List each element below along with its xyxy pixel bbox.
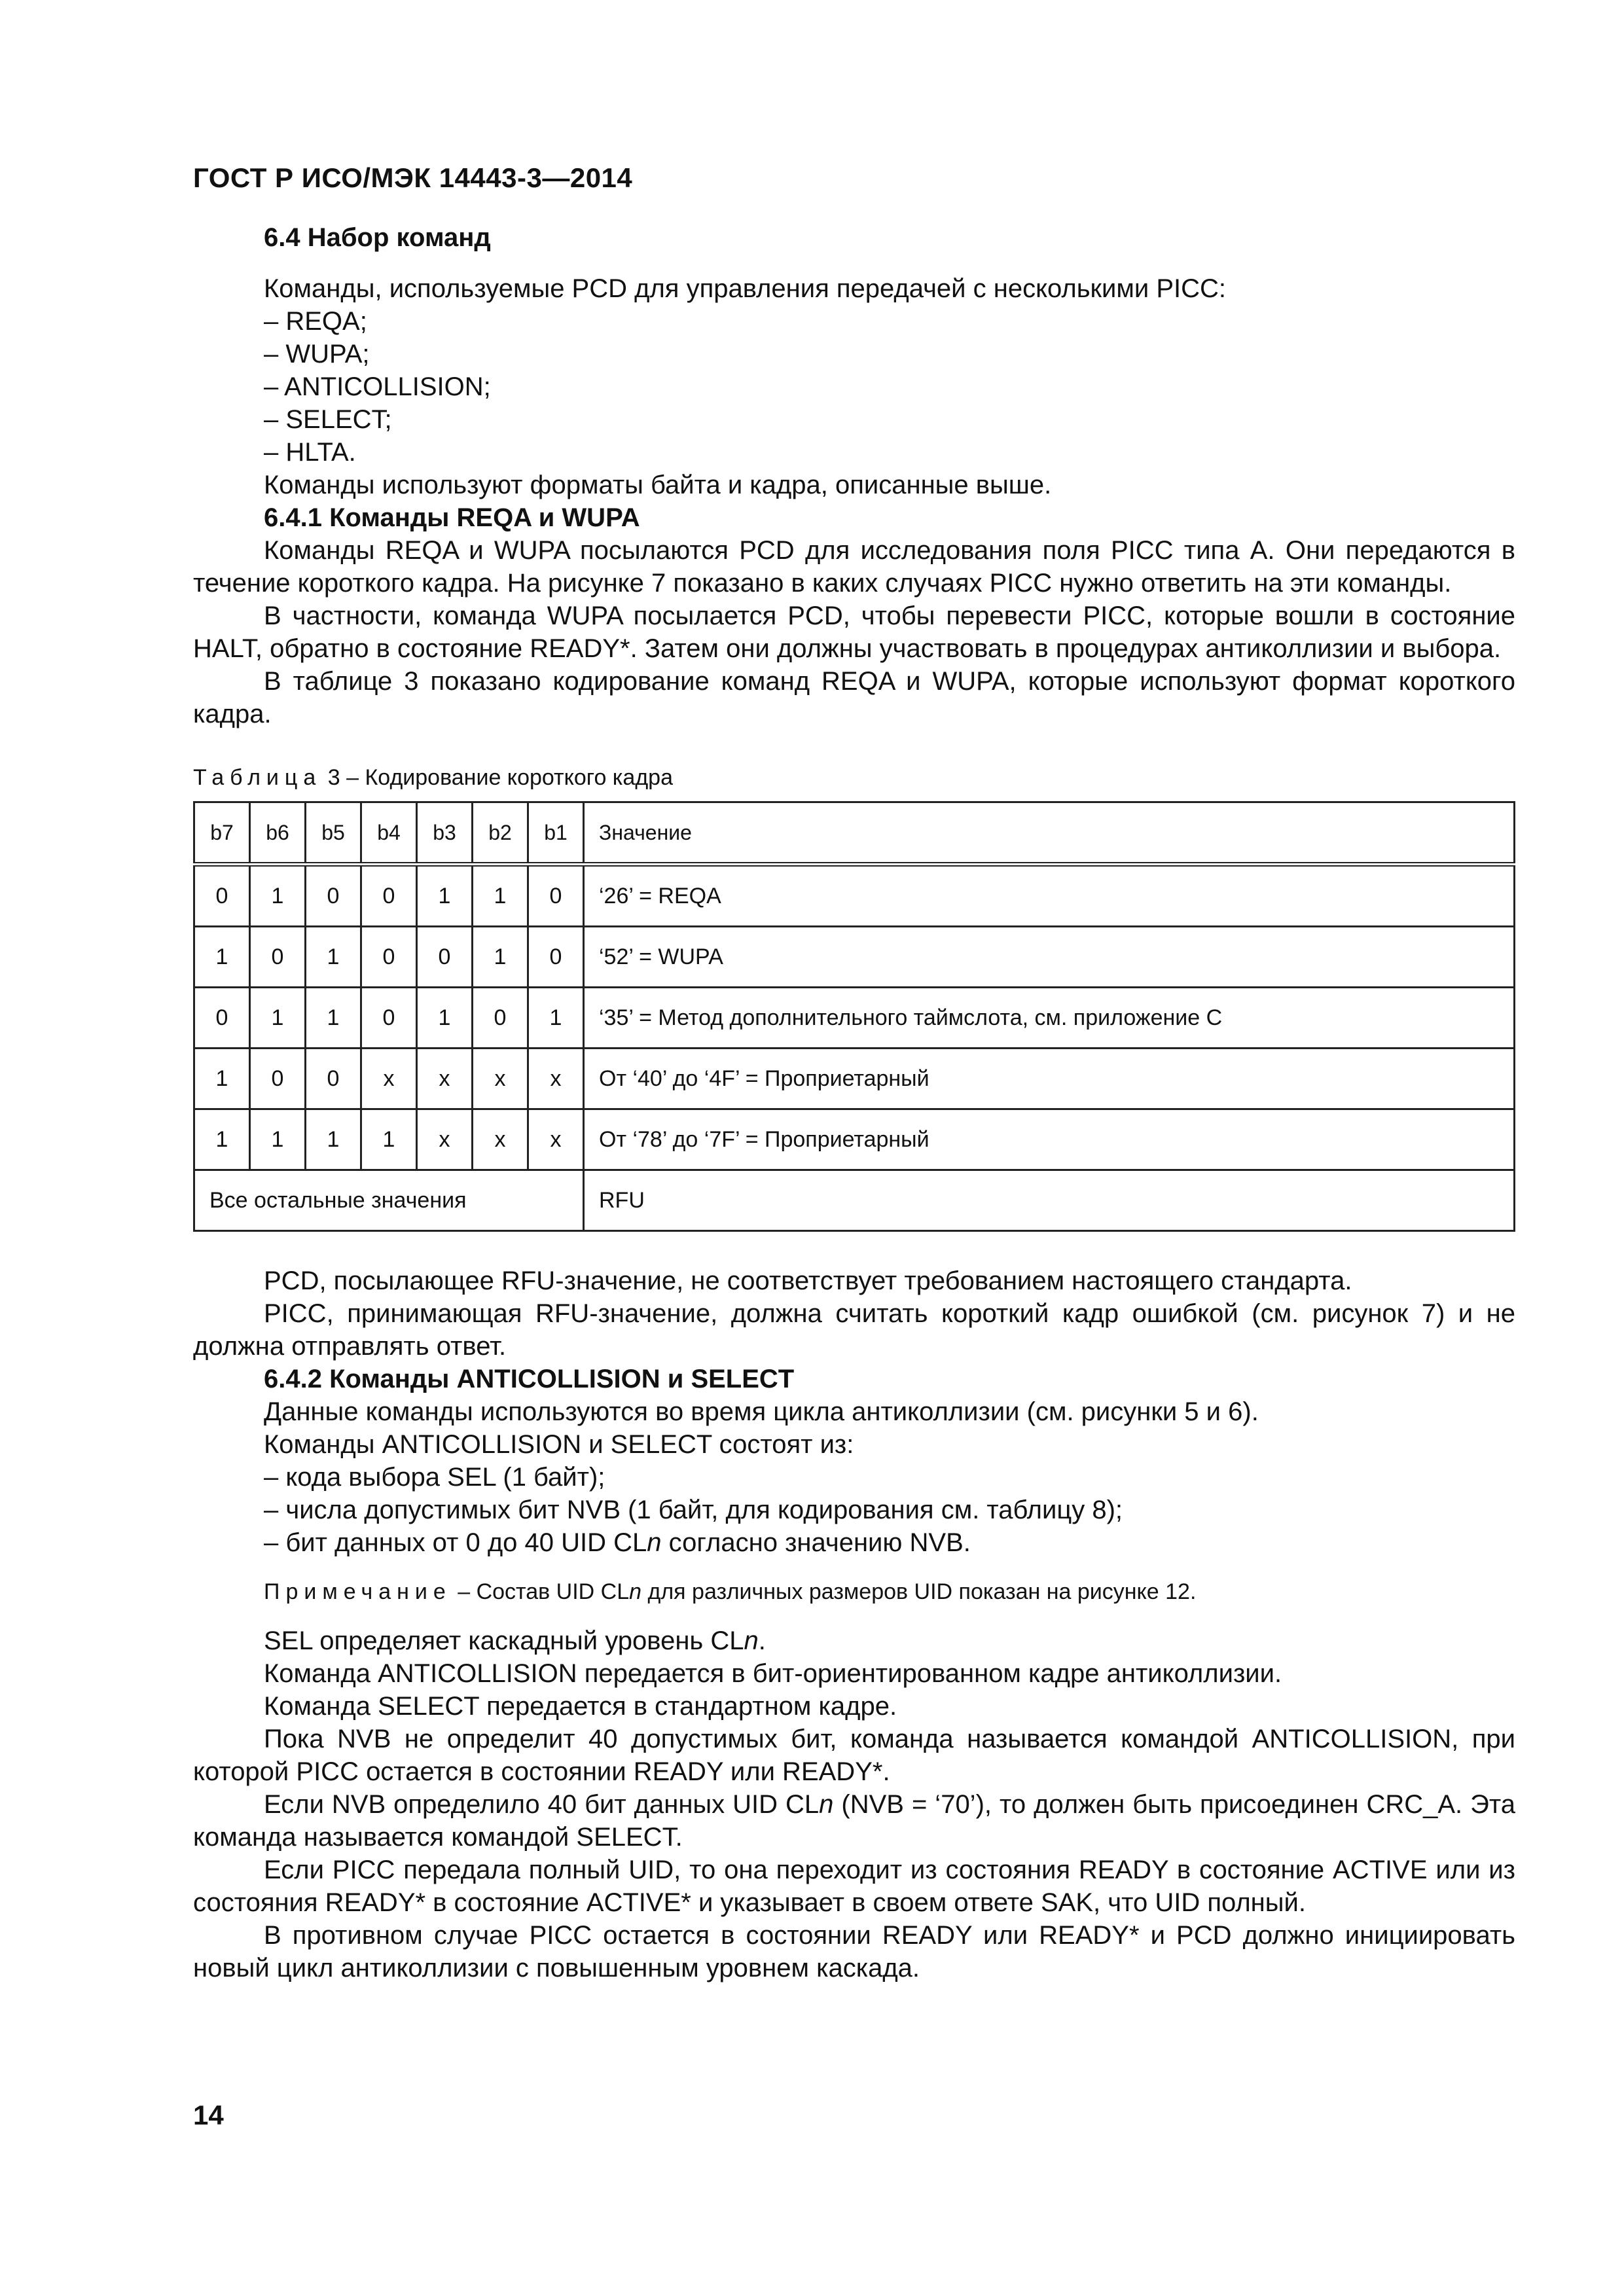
paragraph: В частности, команда WUPA посылается PCD, чтобы перевести PICC, которые вошли в состояние HALT, обратно в состояние READY*. Затем они должны участвовать в процедурах антиколлизии и выбора.	[193, 601, 1515, 663]
table-cell: 0	[250, 1049, 306, 1109]
table-cell: 1	[306, 1109, 361, 1170]
table-cell: 1	[473, 865, 528, 927]
command-item-wupa: – WUPA;	[264, 340, 370, 368]
table-cell: x	[473, 1049, 528, 1109]
body-text	[193, 221, 1515, 1984]
table-row-other-values	[194, 1170, 1515, 1231]
table-cell: 1	[194, 1109, 250, 1170]
page-number: 14	[193, 2100, 224, 2130]
command-item-hlta: – HLTA.	[264, 438, 356, 467]
paragraph: Данные команды используются во время цикла антиколлизии (см. рисунки 5 и 6).	[264, 1397, 1259, 1426]
subsection-641-title: 6.4.1 Команды REQA и WUPA	[264, 503, 640, 532]
table-cell: 0	[194, 988, 250, 1049]
table-cell: 0	[417, 927, 473, 988]
list-item-text: согласно значению NVB.	[661, 1528, 971, 1557]
cascade-level-var: n	[629, 1579, 642, 1604]
table-cell: ‘35’ = Метод дополнительного таймслота, см. приложение С	[584, 988, 1515, 1049]
table-cell: x	[417, 1109, 473, 1170]
table-row	[194, 927, 1515, 988]
table-cell: x	[528, 1109, 584, 1170]
table-row	[194, 865, 1515, 927]
table-cell: 0	[528, 865, 584, 927]
table-caption-label: Таблица	[193, 765, 322, 790]
paragraph: В противном случае PICC остается в состоянии READY или READY* и PCD должно инициировать новый цикл антиколлизии с повышенным уровнем каскада.	[193, 1921, 1515, 1982]
section-formats: Команды используют форматы байта и кадра, описанные выше.	[264, 471, 1052, 499]
table-cell: 1	[306, 988, 361, 1049]
paragraph: PCD, посылающее RFU-значение, не соответствует требованием настоящего стандарта.	[264, 1266, 1352, 1295]
table-row	[194, 1049, 1515, 1109]
command-item-anticollision: – ANTICOLLISION;	[264, 372, 491, 401]
paragraph-text: SEL определяет каскадный уровень CL	[264, 1626, 744, 1655]
header-cell: b4	[361, 802, 417, 865]
subsection-642-title: 6.4.2 Команды ANTICOLLISION и SELECT	[264, 1365, 795, 1393]
table-cell: 1	[417, 865, 473, 927]
document-page	[193, 0, 1515, 2296]
paragraph: Пока NVB не определит 40 допустимых бит, команда называется командой ANTICOLLISION, при которой PICC остается в состоянии READY или READY*.	[193, 1725, 1515, 1786]
table-cell: 0	[473, 988, 528, 1049]
table-cell: От ‘78’ до ‘7F’ = Проприетарный	[584, 1109, 1515, 1170]
note	[193, 1577, 1515, 1606]
table-cell: x	[361, 1049, 417, 1109]
short-frame-coding-table	[193, 801, 1515, 1232]
table-header-row	[194, 802, 1515, 865]
header-cell: b5	[306, 802, 361, 865]
cascade-level-var: n	[647, 1528, 662, 1557]
table-cell: x	[528, 1049, 584, 1109]
section-title: 6.4 Набор команд	[264, 223, 491, 252]
header-cell: b2	[473, 802, 528, 865]
list-item	[193, 1526, 1515, 1559]
paragraph: PICC, принимающая RFU-значение, должна считать короткий кадр ошибкой (см. рисунок 7) и не должна отправлять ответ.	[193, 1299, 1515, 1361]
note-text: – Состав UID CL	[451, 1579, 630, 1604]
table-caption	[193, 763, 1515, 792]
cascade-level-var: n	[819, 1790, 834, 1819]
note-text: для различных размеров UID показан на рисунке 12.	[641, 1579, 1197, 1604]
table-cell: ‘26’ = REQA	[584, 865, 1515, 927]
table-cell-rfu: RFU	[584, 1170, 1515, 1231]
header-cell: Значение	[584, 802, 1515, 865]
header-cell: b3	[417, 802, 473, 865]
section-intro: Команды, используемые PCD для управления передачей с несколькими PICC:	[264, 274, 1227, 303]
table-cell: 1	[250, 865, 306, 927]
table-cell: 1	[361, 1109, 417, 1170]
table-cell: 0	[361, 865, 417, 927]
header-cell: b7	[194, 802, 250, 865]
paragraph: Команды ANTICOLLISION и SELECT состоят из:	[264, 1430, 854, 1459]
table-cell: 0	[306, 865, 361, 927]
header-cell: b1	[528, 802, 584, 865]
paragraph: Команда SELECT передается в стандартном кадре.	[264, 1692, 897, 1721]
table-cell: x	[473, 1109, 528, 1170]
paragraph: Команды REQA и WUPA посылаются PCD для исследования поля PICC типа А. Они передаются в течение короткого кадра. На рисунке 7 показано в каких случаях PICC нужно ответить на эти команды.	[193, 536, 1515, 598]
paragraph: Команда ANTICOLLISION передается в бит-ориентированном кадре антиколлизии.	[264, 1659, 1282, 1688]
table-cell: 1	[473, 927, 528, 988]
table-cell: ‘52’ = WUPA	[584, 927, 1515, 988]
paragraph-text: (NVB = ‘70’), то должен быть присоединен CRC_A. Эта команда называется командой SELECT.	[193, 1790, 1515, 1852]
table-cell: 1	[528, 988, 584, 1049]
table-cell: 1	[194, 927, 250, 988]
table-cell: 0	[306, 1049, 361, 1109]
table-cell: 1	[194, 1049, 250, 1109]
paragraph: Если PICC передала полный UID, то она переходит из состояния READY в состояние ACTIVE или из состояния READY* в состояние ACTIVE* и указывает в своем ответе SAK, что UID полный.	[193, 1856, 1515, 1917]
table-cell: 0	[361, 988, 417, 1049]
table-row	[194, 1109, 1515, 1170]
table-cell: 1	[306, 927, 361, 988]
table-cell: 0	[194, 865, 250, 927]
table-row	[194, 988, 1515, 1049]
paragraph	[193, 1624, 1515, 1657]
table-cell: x	[417, 1049, 473, 1109]
command-item-reqa: – REQA;	[264, 307, 367, 336]
paragraph	[193, 1788, 1515, 1854]
table-cell: 1	[417, 988, 473, 1049]
table-cell: 1	[250, 988, 306, 1049]
table-cell-other-values: Все остальные значения	[194, 1170, 584, 1231]
command-item-select: – SELECT;	[264, 405, 392, 434]
paragraph-text: .	[758, 1626, 766, 1655]
list-item: – числа допустимых бит NVB (1 байт, для кодирования см. таблицу 8);	[264, 1496, 1123, 1524]
standard-header: ГОСТ Р ИСО/МЭК 14443-3—2014	[193, 162, 633, 193]
cascade-level-var: n	[744, 1626, 759, 1655]
header-cell: b6	[250, 802, 306, 865]
table-cell: 0	[528, 927, 584, 988]
note-label: Примечание	[264, 1579, 452, 1604]
list-item: – кода выбора SEL (1 байт);	[264, 1463, 605, 1492]
paragraph-text: Если NVB определило 40 бит данных UID CL	[264, 1790, 820, 1819]
table-cell: 0	[361, 927, 417, 988]
table-cell: 0	[250, 927, 306, 988]
list-item-text: – бит данных от 0 до 40 UID CL	[264, 1528, 647, 1557]
table-caption-text: 3 – Кодирование короткого кадра	[327, 765, 673, 790]
paragraph: В таблице 3 показано кодирование команд REQA и WUPA, которые используют формат короткого кадра.	[193, 667, 1515, 728]
table-cell: 1	[250, 1109, 306, 1170]
table-cell: От ‘40’ до ‘4F’ = Проприетарный	[584, 1049, 1515, 1109]
